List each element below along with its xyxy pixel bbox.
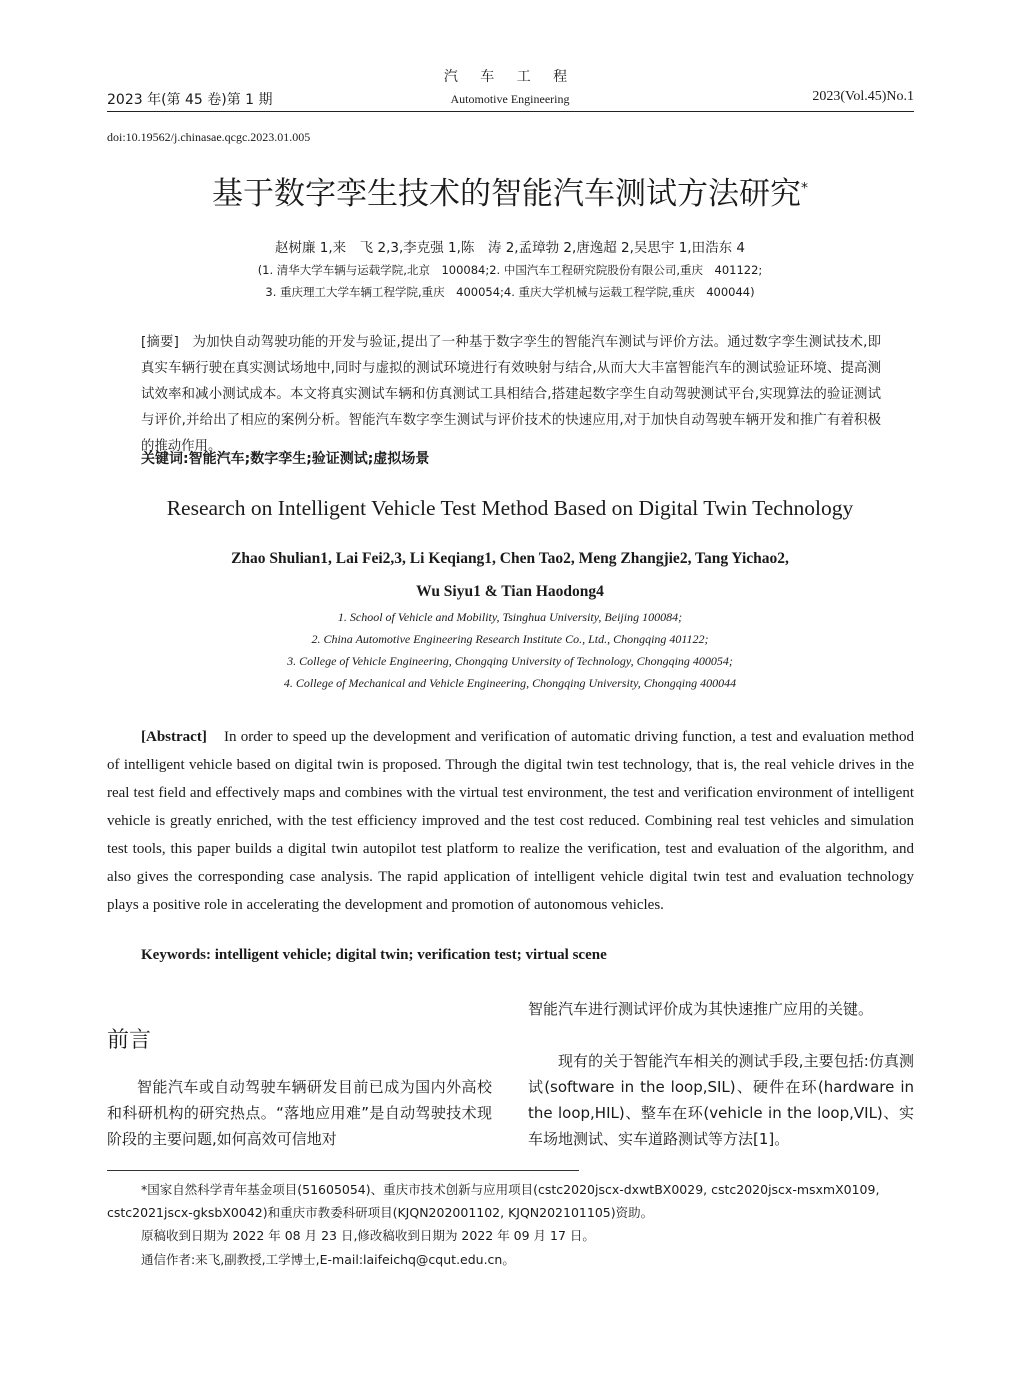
intro-paragraph-left: 智能汽车或自动驾驶车辆研发目前已成为国内外高校和科研机构的研究热点。“落地应用难”是自动驾驶技术现阶段的主要问题,如何高效可信地对	[107, 1078, 492, 1148]
keywords-en: Keywords: intelligent vehicle; digital twin; verification test; virtual scene	[141, 947, 607, 963]
affiliation-en-2: 2. China Automotive Engineering Research Institute Co., Ltd., Chongqing 401122;	[311, 632, 709, 646]
affiliation-en-3: 3. College of Vehicle Engineering, Chongqing University of Technology, Chongqing 400054;	[287, 654, 733, 668]
authors-en-line-1: Zhao Shulian1, Lai Fei2,3, Li Keqiang1, Chen Tao2, Meng Zhangjie2, Tang Yichao2,	[231, 550, 789, 567]
title-text: 基于数字孪生技术的智能汽车测试方法研究	[212, 176, 801, 212]
journal-name-en: Automotive Engineering	[450, 92, 570, 106]
authors-cn: 赵树廉 1,来 飞 2,3,李克强 1,陈 涛 2,孟璋勃 2,唐逸超 2,吴思宇 1,田浩东 4	[275, 240, 745, 256]
affiliation-en-1: 1. School of Vehicle and Mobility, Tsinghua University, Beijing 100084;	[337, 610, 683, 624]
journal-name-cn: 汽 车 工 程	[443, 69, 577, 85]
footnote-funding: *国家自然科学青年基金项目(51605054)、重庆市技术创新与应用项目(cstc2020jscx-dxwtBX0029, cstc2020jscx-msxmX0109, cstc2021jscx-gksbX0042)和重庆市教委科研项目(KJQN202001102, KJQN202101105)资助。	[107, 1182, 880, 1220]
issue-info-en: 2023(Vol.45)No.1	[812, 89, 914, 104]
abstract-en	[107, 723, 914, 919]
affiliation-cn-line-2: 3. 重庆理工大学车辆工程学院,重庆 400054;4. 重庆大学机械与运载工程学院,重庆 400044)	[265, 285, 755, 299]
abstract-cn: [摘要] 为加快自动驾驶功能的开发与验证,提出了一种基于数字孪生的智能汽车测试与评价方法。通过数字孪生测试技术,即真实车辆行驶在真实测试场地中,同时与虚拟的测试环境进行有效映射与结合,从而大大丰富智能汽车的测试验证环境、提高测试效率和减小测试成本。本文将真实测试车辆和仿真测试工具相结合,搭建起数字孪生自动驾驶测试平台,实现算法的验证测试与评价,并给出了相应的案例分析。智能汽车数字孪生测试与评价技术的快速应用,对于加快自动驾驶车辆开发和推广有着积极的推动作用。	[141, 335, 881, 454]
authors-en-line-2: Wu Siyu1 & Tian Haodong4	[416, 583, 604, 600]
issue-info-cn: 2023 年(第 45 卷)第 1 期	[107, 92, 273, 108]
abstract-en-text: In order to speed up the development and verification of automatic driving function, a test and evaluation method of intelligent vehicle based on digital twin is proposed. Through the digital twin test technology, that is, the real vehicle drives in the real test field and effectively maps and combines with the virtual test environment, the test and verification environment of intelligent vehicle is greatly enriched, with the test efficiency improved and the test cost reduced. Combining real test vehicles and simulation test tools, this paper builds a digital twin autopilot test platform to realize the verification, test and evaluation of the algorithm, and also gives the corresponding case analysis. The rapid application of intelligent vehicle digital twin test and evaluation technology plays a positive role in accelerating the development and promotion of autonomous vehicles.	[107, 729, 915, 913]
paper-title-en: Research on Intelligent Vehicle Test Method Based on Digital Twin Technology	[166, 496, 854, 520]
paper-title-cn	[0, 168, 1020, 213]
keywords-cn: 关键词:智能汽车;数字孪生;验证测试;虚拟场景	[141, 451, 430, 467]
affiliation-cn-line-1: (1. 清华大学车辆与运载学院,北京 100084;2. 中国汽车工程研究院股份有限公司,重庆 401122;	[257, 263, 763, 277]
intro-paragraph-right-1: 智能汽车进行测试评价成为其快速推广应用的关键。	[528, 1000, 874, 1018]
title-footnote-mark: *	[801, 180, 808, 197]
affiliation-en-4: 4. College of Mechanical and Vehicle Engineering, Chongqing University, Chongqing 400044	[283, 676, 737, 690]
abstract-en-label: [Abstract]	[141, 729, 207, 745]
section-heading-intro: 前言	[107, 1028, 152, 1053]
footnote-corresponding-author: 通信作者:来飞,副教授,工学博士,E-mail:laifeichq@cqut.edu.cn。	[141, 1252, 515, 1267]
footnote-rule	[107, 1170, 579, 1171]
intro-paragraph-right-2: 现有的关于智能汽车相关的测试手段,主要包括:仿真测试(software in the loop,SIL)、硬件在环(hardware in the loop,HIL)、整车在环(vehicle in the loop,VIL)、实车场地测试、实车道路测试等方法[1]。	[528, 1052, 914, 1148]
footnote-dates: 原稿收到日期为 2022 年 08 月 23 日,修改稿收到日期为 2022 年 09 月 17 日。	[141, 1228, 595, 1243]
doi[interactable]: doi:10.19562/j.chinasae.qcgc.2023.01.005	[107, 130, 311, 144]
header-rule	[107, 111, 914, 112]
